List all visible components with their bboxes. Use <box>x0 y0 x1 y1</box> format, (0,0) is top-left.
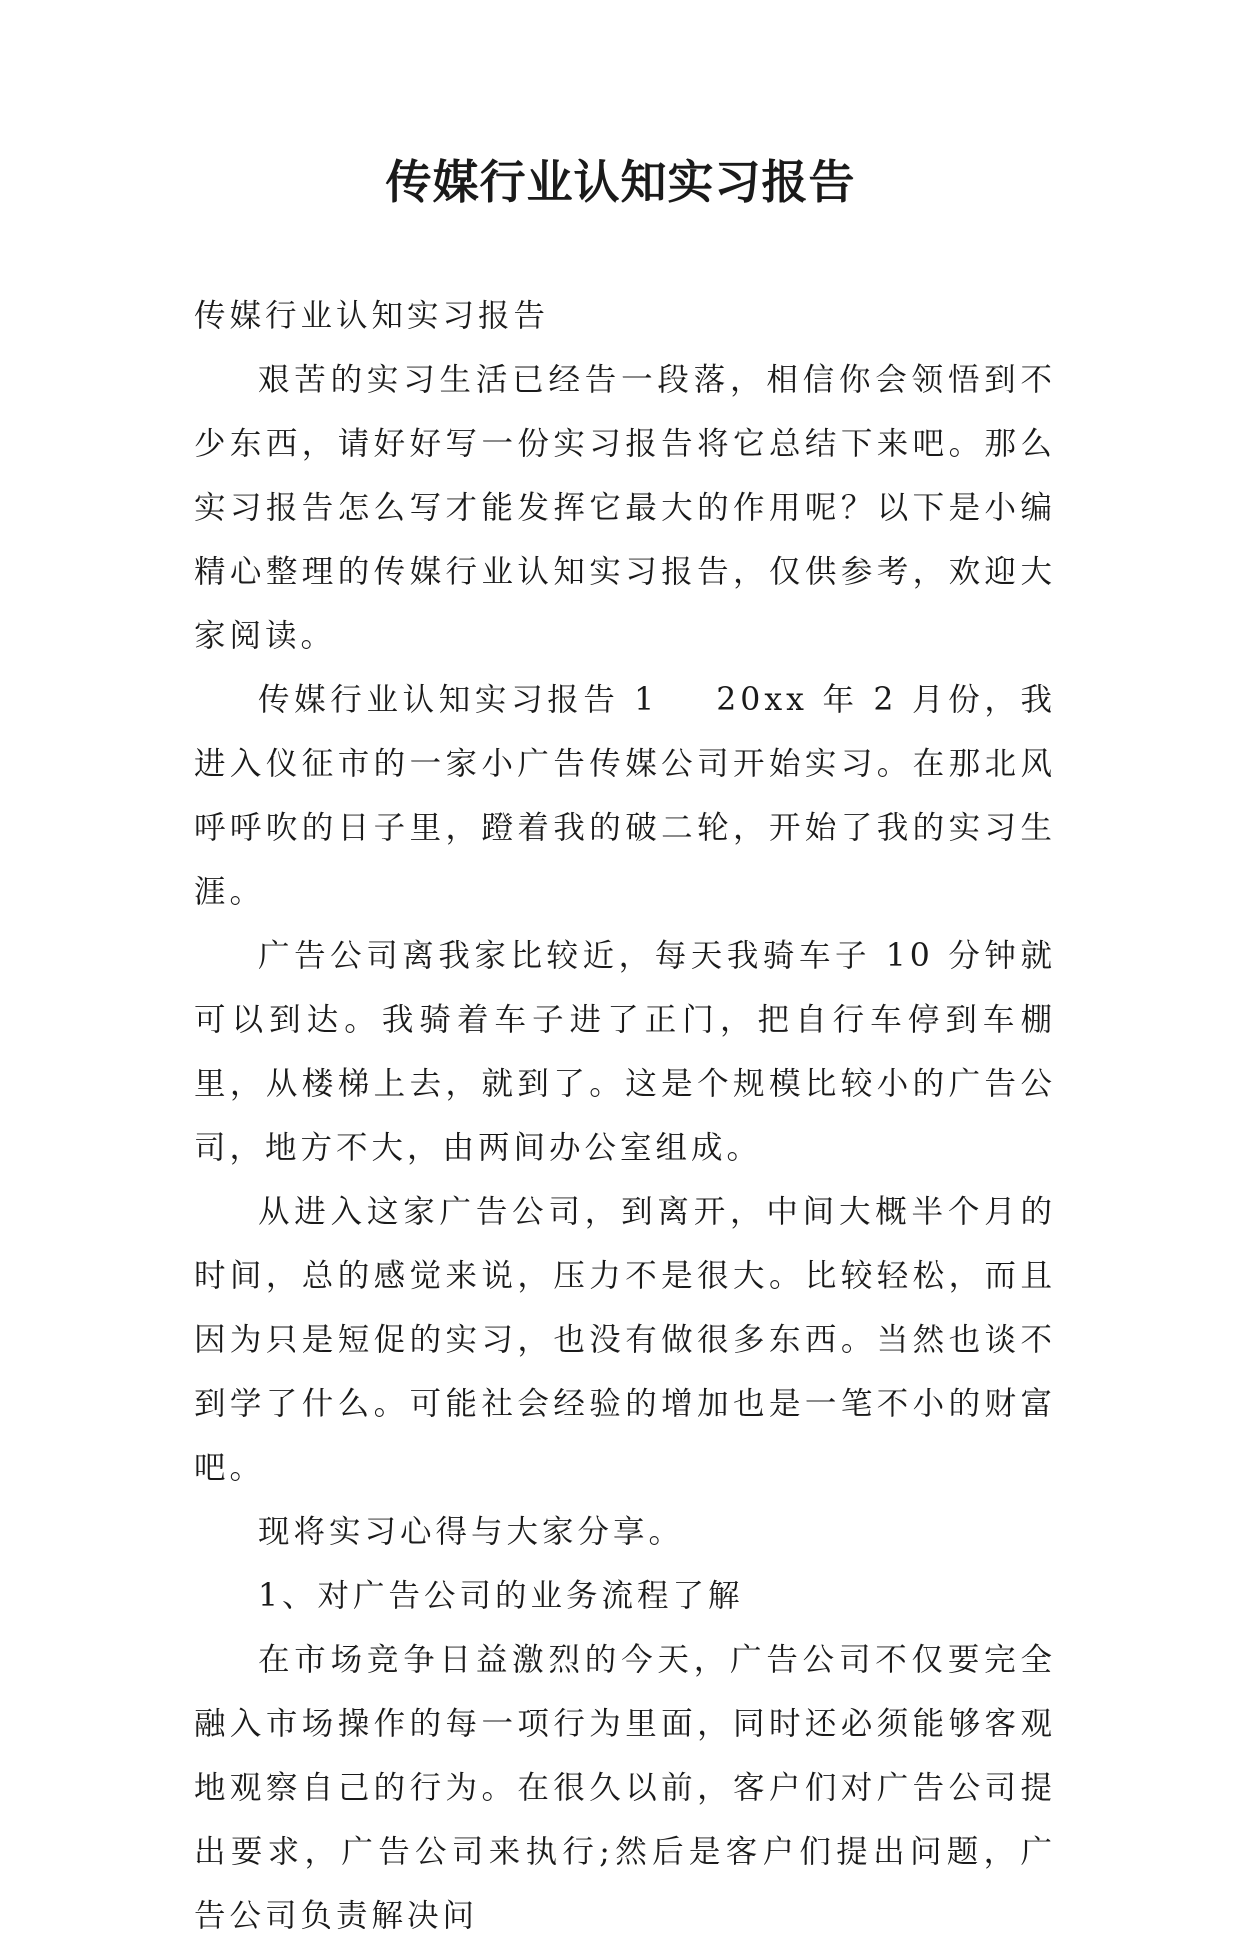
document-body <box>194 284 1056 1948</box>
document-title: 传媒行业认知实习报告 <box>385 155 856 209</box>
paragraph-impression: 从进入这家广告公司，到离开，中间大概半个月的时间，总的感觉来说，压力不是很大。比较轻松，而且因为只是短促的实习，也没有做很多东西。当然也谈不到学了什么。可能社会经验的增加也是一笔不小的财富吧。 <box>194 1194 1056 1486</box>
report-1-text: 20xx 年 2 月份，我进入仪征市的一家小广告传媒公司开始实习。在那北风呼呼吹的日子里，蹬着我的破二轮，开始了我的实习生涯。 <box>194 682 1056 910</box>
report-1-label: 传媒行业认知实习报告 1 <box>258 682 659 718</box>
paragraph-company-location: 广告公司离我家比较近，每天我骑车子 10 分钟就可以到达。我骑着车子进了正门，把自行车停到车棚里，从楼梯上去，就到了。这是个规模比较小的广告公司，地方不大，由两间办公室组成。 <box>194 938 1056 1166</box>
paragraph-intro: 艰苦的实习生活已经告一段落，相信你会领悟到不少东西，请好好写一份实习报告将它总结下来吧。那么实习报告怎么写才能发挥它最大的作用呢？以下是小编精心整理的传媒行业认知实习报告，仅供参考，欢迎大家阅读。 <box>194 362 1056 654</box>
paragraph-heading: 传媒行业认知实习报告 <box>194 298 550 334</box>
section-heading-1: 1、对广告公司的业务流程了解 <box>258 1578 744 1614</box>
paragraph-share: 现将实习心得与大家分享。 <box>258 1514 685 1550</box>
paragraph-market: 在市场竞争日益激烈的今天，广告公司不仅要完全融入市场操作的每一项行为里面，同时还必须能够客观地观察自己的行为。在很久以前，客户们对广告公司提出要求，广告公司来执行;然后是客户们提出问题，广告公司负责解决问 <box>194 1642 1056 1934</box>
paragraph-report-1 <box>194 668 1056 924</box>
